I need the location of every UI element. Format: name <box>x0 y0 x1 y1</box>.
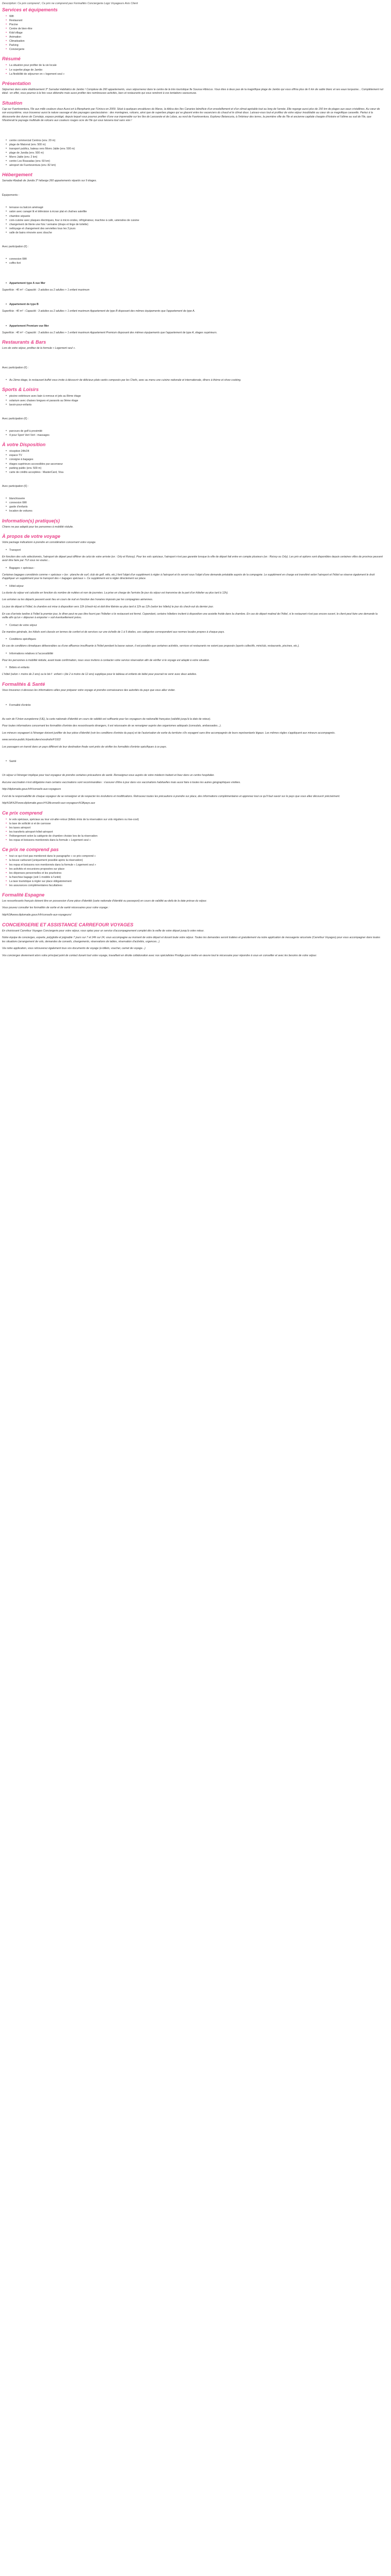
restaurants-title: Restaurants & Bars <box>2 340 46 345</box>
page <box>0 0 386 958</box>
apt-type-name: • Appartement type A vue Mer <box>9 281 384 285</box>
apropos-text: Les arrivées ou les départs peuvent avoir lieu en cours de nuit en fonction des horaires imposés par les compagnies aériennes. <box>2 598 153 602</box>
formalites-title: Formalités & Santé <box>2 681 45 687</box>
apropos-text: La durée du séjour est calculée en fonction du nombre de nuitées et non de journées. La prise en charge de l'arrivée (le jour du séjour est transmise de la part d'un hôtelier au plus tard à 12h). <box>2 591 229 595</box>
participation-label: Avec participation (€) : <box>2 484 29 488</box>
access-list <box>2 139 384 167</box>
list-item: • parcours de golf à proximité <box>9 429 384 433</box>
list-item: • Au 2ème étage, le restaurant buffet vous invite à découvrir de délicieux plats variés composés par les Chefs, avec au menu une cuisine nationale et internationale, dîners à thème et show cooking. <box>9 378 384 382</box>
list-item: • les transferts aéroport-hôtel-aéroport <box>9 830 384 834</box>
list-item: • centre commercial Centros (env. 20 m) <box>9 139 384 143</box>
situation-title: Situation <box>2 100 23 106</box>
list-item: • salon avec canapé lit et télévision à écran plat et chaînes satellite <box>9 210 384 214</box>
list-item: • l'hébergement selon la catégorie de chambre choisie lors de la réservation <box>9 834 384 838</box>
comprend-title: Ce prix comprend <box>2 810 43 816</box>
apt-type-b <box>2 302 384 307</box>
list-item: • chambre séparée <box>9 214 384 218</box>
formalites-text: Les passagers en transit dans un pays différent de leur destination finale sont priés de vérifier les formalités d'entrée spécifiques à ce pays. <box>2 745 167 749</box>
list-item: • La situation pour profiter de la vie locale <box>9 63 384 67</box>
list-item: • coin-cuisine avec plaques électriques, four à micro-ondes, réfrigérateur, machine à café, ustensiles de cuisine <box>9 218 384 223</box>
formalites-list <box>2 759 384 764</box>
situation-text: Cap sur Fuerteventura, l'île aux mille couleurs doux Aussi ert à Bienphants par l'Unisco en 2009. Situé à quelques encablures du Maroc, la tiblica des îles Canaries bénéficie d'un ensoleillement et d'un climat agréable tout au long de l'année. Elle regorge aussi plus de 150 km de plages aux eaux cristallines. Au cœur de son ecosystème, vous trouverez aussi la nature sauvage et des paysages spectaculaires : des montagnes, volcans, ainsi que de superbes plages qui se glacent entre les vacanciers du chaud et le climat doux. Laissez-vous tout et profitez de votre séjour inoubliable au cœur de ce magnifique caravelle. Partez à la découverte des dunes de Corralejo, espace protégé, depuis lequel vous pourrez profiter d'une vue imprenable sur les îles de Lanzarote et de Lobos, au nord de Fuerteventura. Explorez Betancuria, à l'intérieur des terres, la première ville de l'île et ancienne capitale chargée d'histoire et l'ultime au sud de l'île, que l'illustrerait le paysage multitude de volcans aux couleurs rouges ocre de l'île qui vous laissera tout sans voix ! <box>2 107 380 123</box>
list-item: • nettoyage et changement des serviettes tous les 3 jours <box>9 227 384 231</box>
list-item: • garde d'enfants <box>9 505 384 509</box>
list-item: • les taxes aéroport <box>9 826 384 830</box>
list-item: • les repas et boissons mentionnés dans la formule « Logement seul » <box>9 838 384 842</box>
list-item: • tout ce qui n'est pas mentionné dans le paragraphe « ce prix comprend » <box>9 854 384 858</box>
ne-comprend-list <box>2 854 384 888</box>
apropos-text: En cas de conditions climatiques défavorables ou d'une affluence insuffisante à l'hôtel pendant la basse saison, il est possible que certaines activités, services et restaurants ne soient pas proposés (sports collectifs, miniclub, restaurants, piscines, etc.). <box>2 645 300 648</box>
list-item: • plage de Matorral (env. 500 m) <box>9 143 384 147</box>
conciergerie-text: En choisissant Carrefour Voyages Conciergerie pour votre séjour, vous optez pour un service d'accompagnement complet dès la veille de votre départ jusqu'à votre retour. <box>2 929 205 933</box>
comprend-list <box>2 818 384 842</box>
ne-comprend-title: Ce prix ne comprend pas <box>2 847 59 853</box>
apt-type-desc: Superficie : 40 m² - Capacité : 3 adultes ou 2 adultes + 1 enfant maximum <box>2 288 90 292</box>
list-item: • blanchisserie <box>9 497 384 501</box>
formalites-text: Les mineurs voyageant à l'étranger doivent justifier de leur pièce d'identité (voir les conditions d'entrée du pays) et de l'autorisation de sortie du territoire s'ils voyagent sans être accompagnés de leurs représentants légaux. Les mêmes règles s'appliquent aux mineurs accompagnés. <box>2 731 336 735</box>
list-item: • Restaurant <box>9 19 384 23</box>
espagne-text: Les ressortissants français doivent être en possession d'une pièce d'identité (carte nationale d'identité ou passeport) en cours de validité au-delà de la date prévue du séjour. <box>2 899 207 903</box>
list-item: • parking public (env. 500 m) <box>9 466 384 470</box>
espagne-text: Vous pouvez consulter les formalités de sortie et de santé nécessaires pour votre voyage : <box>2 906 109 910</box>
list-item: • les assurances complémentaires facultatives <box>9 884 384 888</box>
formalites-link[interactable]: www.service-public.fr/particuliers/vosdroits/F1922 <box>2 738 61 742</box>
resume-title: Résumé <box>2 56 21 62</box>
list-item: • les activités et excursions proposées sur place <box>9 867 384 871</box>
disposition-title: À votre Disposition <box>2 442 46 448</box>
list-item: • salle de bains rénovée avec douche <box>9 231 384 235</box>
apropos-title: À propos de votre voyage <box>2 534 60 539</box>
sports-title: Sports & Loisirs <box>2 387 39 393</box>
list-item: • Le superbe plage de Jambo <box>9 68 384 72</box>
formalites-text: Vous trouverez ci-dessous les informations utiles pour préparer votre voyage et prendre connaissance des autorités du pays que vous allez visiter. <box>2 689 176 692</box>
list-item: • Santé <box>9 759 384 764</box>
apropos-text: Pour les personnes à mobilité réduite, avant toute confirmation, nous vous invitons à contacter votre service réservation afin de vérifier si le voyage est adapté à votre situation. <box>2 658 210 662</box>
list-item: • centre Los Roasadas (env. 60 km) <box>9 159 384 163</box>
list-item: • transport publics, bateau vers Morro Jable (env. 500 m) <box>9 147 384 151</box>
disposition-list <box>2 449 384 474</box>
apropos-list <box>2 566 384 570</box>
apropos-list <box>2 652 384 656</box>
participation-list <box>2 257 384 265</box>
formalites-text: Pour toutes informations concernant les formalités d'entrée des ressortissants étrangers, il est nécessaire de se renseigner auprès des organismes adéquats (consulats, ambassades...). <box>2 724 222 728</box>
list-item: • La flexibilité de séjourner en « logement seul » <box>9 72 384 76</box>
list-item: • 4 pour Sport Vert Vert : massages <box>9 433 384 437</box>
list-item: • solarium avec chaises longues et parasols au 9ème étage <box>9 399 384 403</box>
formalites-link[interactable]: http://diplomatie.gouv.fr/fr/conseils-aux-voyageurs <box>2 788 61 791</box>
list-item: • Piscine <box>9 23 384 27</box>
espagne-title: Formalité Espagne <box>2 892 45 897</box>
list-item: • réception 24h/24 <box>9 449 384 453</box>
participation-label: Avec participation (€) : <box>2 245 29 248</box>
apropos-text: De manière générale, les hôtels sont classés en termes de confort et de services sur une échelle de 1 à 5 étoiles, ces catégories correspondent aux normes locales propres à chaque pays. <box>2 630 225 634</box>
list-item: • Formalité d'entrée <box>9 703 384 707</box>
list-item: • plage de Jandia (env. 500 m) <box>9 151 384 155</box>
apropos-list <box>2 584 384 588</box>
hebergement-text: Sarradar Ababab de Jandia 3* héberge 260 appartements répartis sur 9 étages. <box>2 179 97 183</box>
list-item: • Contact de votre séjour <box>9 623 384 628</box>
list-item: • connexion Wifi <box>9 501 384 505</box>
equipements-label: Équipements : <box>2 193 20 197</box>
conciergerie-text: Vos concierges deviennent alors votre principal point de contact durant tout votre voyage, travaillant en étroite collaboration avec nos spécialistes Prodige pour mettre en œuvre tout le nécessaire pour répondre à vous en conseiller et avec les besoins de votre séjour. <box>2 954 317 957</box>
list-item: • piscine extérieure avec bain à remous et jets au 8ème étage <box>9 394 384 398</box>
list-item: • Morro Jable (env. 2 km) <box>9 155 384 159</box>
list-item: • carte de crédits acceptées : MasterCard, Visa <box>9 470 384 474</box>
list-item: • consigne à bagages <box>9 457 384 462</box>
info-text: Chiens ne pas adapté pour les personnes à mobilité réduite. <box>2 525 74 529</box>
apropos-text: L'hôtel (selon « moins de 2 ans) ou le bé-f : enfant » (de 2 à moins de 12 ans) supplique pour le tableau et enfants de bébé pour pourrait ne venir avec deux adultes. <box>2 673 197 676</box>
apt-type-desc: Superficie : 40 m² - Capacité : 3 adultes ou 2 adultes + 1 enfant maximum Appartement Premium disposant des mêmes équipements que l'appartement de type A, étages supérieurs. <box>2 331 218 334</box>
formalites-list <box>2 703 384 707</box>
info-title: Information(s) pratique(s) <box>2 518 60 523</box>
services-title: Services et équipements <box>2 7 58 12</box>
list-item: • la franchise bagage (soit 1 modèle à l'unité) <box>9 875 384 879</box>
disposition-pay-list <box>2 497 384 513</box>
intro-text: Description: Ce prix comprend ; Ce prix ne comprend pas Formalités Conciergerie Logo Voyageurs Avis Client <box>2 2 138 5</box>
list-item: • lavoir-pour-enfants <box>9 403 384 407</box>
list-item: • Conditions spécifiques <box>9 637 384 641</box>
list-item: • Wifi <box>9 14 384 19</box>
list-item: • location de voitures <box>9 509 384 513</box>
apt-type-name: • Appartement Premium vue Mer <box>9 324 384 328</box>
formalites-text: Il est de la responsabilité de chaque voyageur de se renseigner et de respecter les évolutions et modifications. Retrouvez toutes les précautions à prendre sur place, des informations complémentaires et apprenez tout ce qu'il faut savoir sur le pays que vous allez découvrir précisément. <box>2 794 340 798</box>
list-item: • le vols spéciaux, spéciaux au tour vol-aller-retour (billets émis de la réservation sur vols réguliers ou low-cost) <box>9 818 384 822</box>
formalites-text: Aucune vaccination n'est obligatoire mais certains vaccinations sont recommandées : s'assurer d'être à jour dans vos vaccinations habituelles mais aussi faire à toutes les autres géographiques visitées. <box>2 781 241 784</box>
restaurants-list <box>2 378 384 382</box>
formalites-link[interactable]: http%3A%2Fwww.diplomatie.gouv.fr%3Aconseils-aux-voyageurs%3Apays.aux <box>2 802 95 805</box>
conciergerie-title: CONCIERGERIE ET ASSISTANCE CARREFOUR VOYAGES <box>2 922 134 927</box>
hebergement-title: Hébergement <box>2 172 32 178</box>
apropos-text: En fonction des vols sélectionnés, l'aéroport de départ peut différer de celui de votre arrivée (ex : Orly et Roissy). Pour les vols spéciaux, l'aéroport n'est pas garantie lorsque la ville de départ fait entre en compte plusieurs (ex : Roissy ou Orly). Les prix et options sont disponibles depuis certaines villes de province peuvent avoir être faire par TUI vous ne voulez... <box>2 555 383 563</box>
list-item: • Climatisation <box>9 39 384 43</box>
list-item: • la bouse carburant (uniquement possible après la réservation) <box>9 858 384 862</box>
participation-label: Avec participation (€) : <box>2 366 29 369</box>
list-item: • La taxe touristique à régler sur place obligatoirement <box>9 879 384 884</box>
apropos-text: Le jour de départ à l'hôtel, la chambre est mise à disposition vers 12h (check-in) et doit être libérée au plus tard à 12h au 12h (selon les hôtels) le jour du check-out du dernier jour. <box>2 605 214 609</box>
apropos-text: Certaines bagages considérés comme « spéciaux » (ex : planche de surf, club de golf, vélo, etc.) font l'objet d'un supplément à régler à l'aéroport et ils seront sous l'objet d'une demande préalable auprès de la compagnie. Le supplément en charge est transféré selon l'aéroport et l'hôtel se réserve également le droit d'appliquer un supplément pour le transport des « bagages spéciaux ». Ce supplément est à régler directement sur place. <box>2 573 375 581</box>
participation-label: Avec participation (€) : <box>2 417 29 420</box>
resume-list <box>2 63 384 76</box>
apt-type-premium <box>2 324 384 328</box>
list-item: • terrasse ou balcon aménagé <box>9 206 384 210</box>
list-item: • Animation <box>9 35 384 39</box>
list-item: • Conciergerie <box>9 47 384 52</box>
list-item: • Bébés et enfants <box>9 666 384 670</box>
apt-type-name: • Appartement de type B <box>9 302 384 307</box>
presentation-text: Séjournez dans votre établissement 3* Sarradar Habitatico de Jambo ! Complexe de 260 appartements, vous séjournerez dans le centre de la très touristique île Soussa Hibiscus. Vous êtes à deux pas de la magnifique plage de Jambo qui vous offrira plus de 6 km de sable blanc et ses eaux turquoise... Complètement nul idéal : en effet, vous pourrez à la fois vous détendre mais aussi profiter des nombreuses activités, bars et restaurants qui vous rendront à vos tentations savoureuse. <box>2 88 383 95</box>
formalites-text: Un séjour à l'étranger implique pour tout voyageur de prendre certaines précautions de santé. Renseignez-vous auprès de votre médecin traitant et lisez dans un centre hospitalier. <box>2 774 215 777</box>
presentation-title: Présentation <box>2 80 31 86</box>
restaurants-text: Lors de votre séjour, profitez de la formule « Logement seul ». <box>2 347 76 350</box>
sports-list <box>2 394 384 406</box>
equipements-list <box>2 206 384 234</box>
formalites-text: Au sein de l'Union européenne (UE), la carte nationale d'identité en cours de validité est suffisante pour les voyageurs de nationalité française (validité jusqu'à la date de retour). <box>2 717 211 721</box>
list-item: • Parking <box>9 43 384 47</box>
list-item: • changement de literie une fois / semaine (draps et linge de toilette) <box>9 223 384 227</box>
services-list <box>2 14 384 52</box>
apropos-list <box>2 637 384 641</box>
list-item: • aéroport de Fuerteventura (env. 82 km) <box>9 163 384 167</box>
apropos-list <box>2 623 384 628</box>
conciergerie-text: Notre équipe de concierges, experte, polyglotte et joignable 7 jours sur 7 et 24h sur 24, vous accompagne au moment de votre départ et durant toute votre séjour. Toutes les demandes seront traitées et gratuitement via notre application de messagerie sécurisée (Carrefour Voyages) pour vous accompagner dans toutes les situations (arrangement de vols, demandes de conseils, changements, réservations de tables, réservation d'activités, urgences...) <box>2 936 381 943</box>
list-item: • étages supérieurs accessibles par ascenseur <box>9 462 384 466</box>
list-item: • Kids'village <box>9 31 384 35</box>
list-item: • Informations relatives à l'accessibilité <box>9 652 384 656</box>
list-item: • Bagages + spéciaux : <box>9 566 384 570</box>
list-item: • espace TV <box>9 453 384 457</box>
list-item: • connexion Wifi <box>9 257 384 261</box>
apropos-list <box>2 548 384 552</box>
apropos-text: En cas d'arrivée tardive à l'hôtel la premier jour, le dîner peut ne pas être fourni par l'hôtelier si le restaurant est fermé. Cependant, certains hôteliers incitent à disposition une assiette froide dans la chambre. En cas de départ matinal de l'hôtel, si le restaurant n'est pas encore ouvert, le client peut faire une demande la veille afin qu'un « déjeuner à emporter » soit éventuellement prévu. <box>2 612 378 620</box>
list-item: • coffre-fort <box>9 261 384 265</box>
espagne-link[interactable]: http%3Awww.diplomatie.gouv.fr/fr/conseils-aux-voyageurs/ <box>2 913 72 917</box>
list-item: • les repas et boissons non mentionnés dans la formule « Logement seul » <box>9 863 384 867</box>
apt-type-desc: Superficie : 40 m² - Capacité : 3 adultes ou 2 adultes + 1 enfant maximum Appartement de type B disposant des mêmes équipements que l'appartement de type A. <box>2 310 196 313</box>
apropos-list <box>2 666 384 670</box>
sports-pay-list <box>2 429 384 437</box>
list-item: • la taxe de sollicité si et de carrosse <box>9 822 384 826</box>
apt-type-a <box>2 281 384 285</box>
apropos-text: Votre package indicationn à prendre en considération concernant votre voyage. <box>2 541 96 545</box>
list-item: • Centre de bien-être <box>9 27 384 31</box>
conciergerie-text: Via notre application, vous retrouverez également tous vos documents de voyage (e-billets, voucher, carnet de voyage...) <box>2 947 145 951</box>
list-item: • Hôtel-séjour <box>9 584 384 588</box>
list-item: • Transport <box>9 548 384 552</box>
list-item: • les dépenses personnelles et les pourboires <box>9 871 384 875</box>
